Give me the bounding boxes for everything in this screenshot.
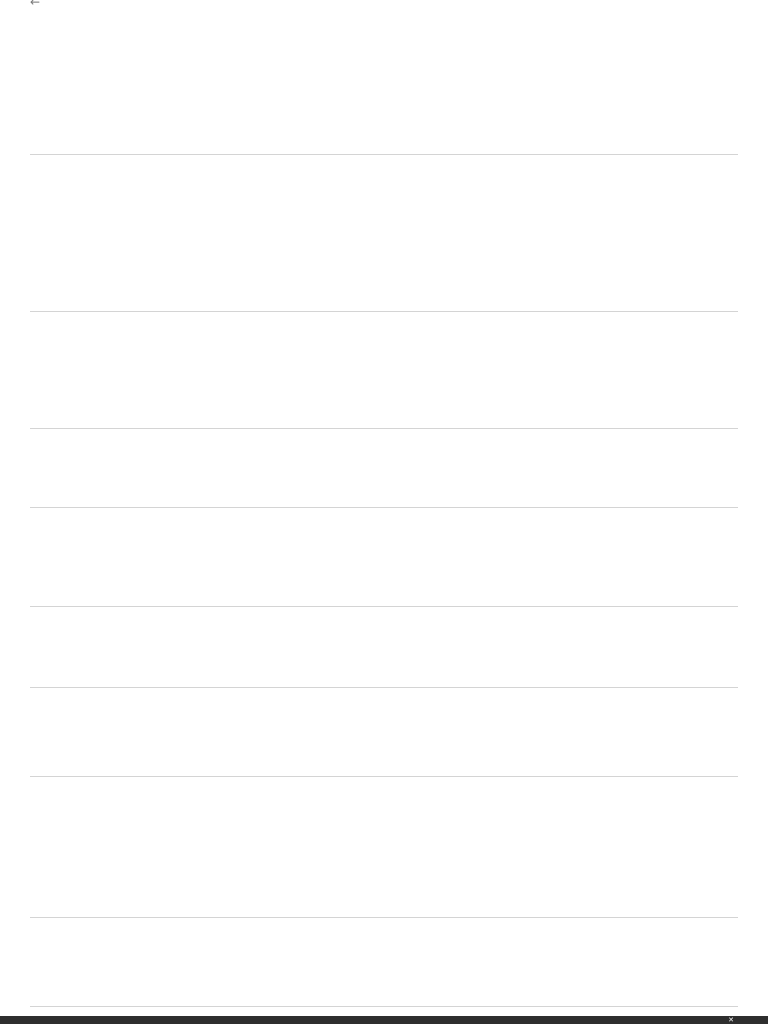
menu-item — [34, 706, 734, 728]
menu-item — [34, 583, 734, 602]
menu-item — [34, 126, 734, 146]
menu-item — [34, 564, 734, 583]
menu-item — [34, 348, 734, 366]
menu-masthead — [0, 4, 768, 26]
menu-item — [34, 46, 734, 66]
menu-item — [34, 814, 734, 833]
menu-section — [30, 688, 738, 777]
section-title — [30, 312, 738, 324]
menu-item — [34, 230, 734, 249]
menu-item — [34, 625, 734, 644]
menu-item — [34, 949, 734, 962]
menu-item — [34, 465, 734, 483]
back-arrow-icon[interactable]: ← — [30, 0, 41, 9]
menu-section — [30, 607, 738, 688]
menu-item — [34, 330, 734, 348]
menu-section — [30, 429, 738, 508]
menu-section — [30, 28, 738, 155]
menu-item — [34, 447, 734, 465]
menu-section — [30, 508, 738, 607]
menu-item — [34, 728, 734, 750]
menu-item — [34, 106, 734, 126]
menu-title — [0, 12, 768, 26]
menu-item — [34, 211, 734, 230]
section-title — [30, 429, 738, 441]
section-title — [30, 918, 738, 930]
menu-item — [34, 795, 734, 814]
section-title — [30, 777, 738, 789]
section-title — [30, 607, 738, 619]
close-icon[interactable]: ✕ — [728, 1016, 734, 1024]
menu-item — [34, 936, 734, 949]
menu-item — [34, 268, 734, 287]
menu-item — [34, 86, 734, 106]
section-title — [30, 28, 738, 40]
section-title — [30, 155, 738, 167]
menu-section — [30, 777, 738, 918]
menu-item — [34, 366, 734, 384]
menu-item — [34, 287, 734, 306]
menu-item — [34, 890, 734, 909]
menu-body — [30, 28, 738, 1007]
menu-item — [34, 663, 734, 682]
menu-section — [30, 312, 738, 429]
menu-item — [34, 750, 734, 772]
menu-item — [34, 384, 734, 402]
menu-item — [34, 483, 734, 501]
menu-item — [34, 545, 734, 564]
menu-item — [34, 962, 734, 975]
menu-item — [34, 644, 734, 663]
section-title — [30, 688, 738, 700]
menu-item — [34, 833, 734, 852]
menu-item — [34, 526, 734, 545]
menu-item — [34, 66, 734, 86]
menu-item — [34, 192, 734, 211]
bottom-bar — [0, 1016, 768, 1024]
menu-item — [34, 173, 734, 192]
section-title — [30, 508, 738, 520]
menu-item — [34, 871, 734, 890]
masthead-kicker — [0, 4, 768, 12]
footer-note — [60, 1000, 708, 1014]
menu-item — [34, 852, 734, 871]
menu-item — [34, 975, 734, 988]
menu-section — [30, 918, 738, 1007]
menu-section — [30, 155, 738, 312]
menu-item — [34, 249, 734, 268]
menu-item — [34, 402, 734, 420]
